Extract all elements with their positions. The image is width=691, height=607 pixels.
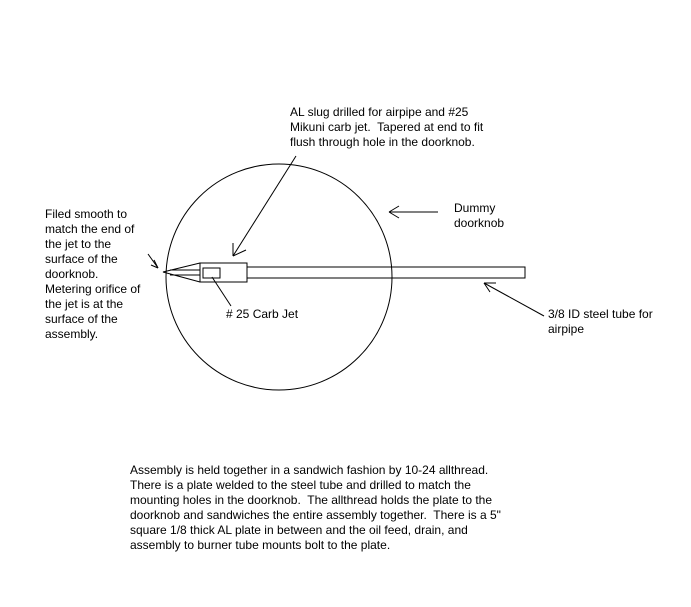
filed-arrowhead bbox=[151, 260, 158, 268]
steel-tube bbox=[247, 267, 525, 278]
label-filed-smooth: Filed smooth to match the end of the jet to the surface of the doorknob. Metering orifice of the jet is at the surface of the assembly. bbox=[45, 207, 141, 341]
slug-taper bbox=[163, 263, 200, 282]
label-al-slug: AL slug drilled for airpipe and #25 Mikuni carb jet. Tapered at end to fit flush through hole in the doorknob. bbox=[290, 105, 484, 149]
al-slug bbox=[200, 263, 247, 282]
assembly-note: Assembly is held together in a sandwich fashion by 10-24 allthread. There is a plate welded to the steel tube and drilled to match the mounting holes in the doorknob. The allthread holds the plate to the doorknob and sandwiches the entire assembly together. There is a 5" square 1/8 thick AL plate in between and the oil feed, drain, and assembly to burner tube mounts bolt to the plate. bbox=[130, 463, 501, 552]
tube-leader bbox=[484, 283, 544, 316]
label-carb-jet: # 25 Carb Jet bbox=[226, 307, 299, 321]
label-steel-tube: 3/8 ID steel tube for airpipe bbox=[548, 307, 653, 336]
slug-leader bbox=[233, 156, 296, 256]
jet-leader bbox=[212, 277, 231, 306]
label-dummy-doorknob: Dummy doorknob bbox=[454, 201, 505, 230]
carb-jet bbox=[203, 268, 220, 278]
